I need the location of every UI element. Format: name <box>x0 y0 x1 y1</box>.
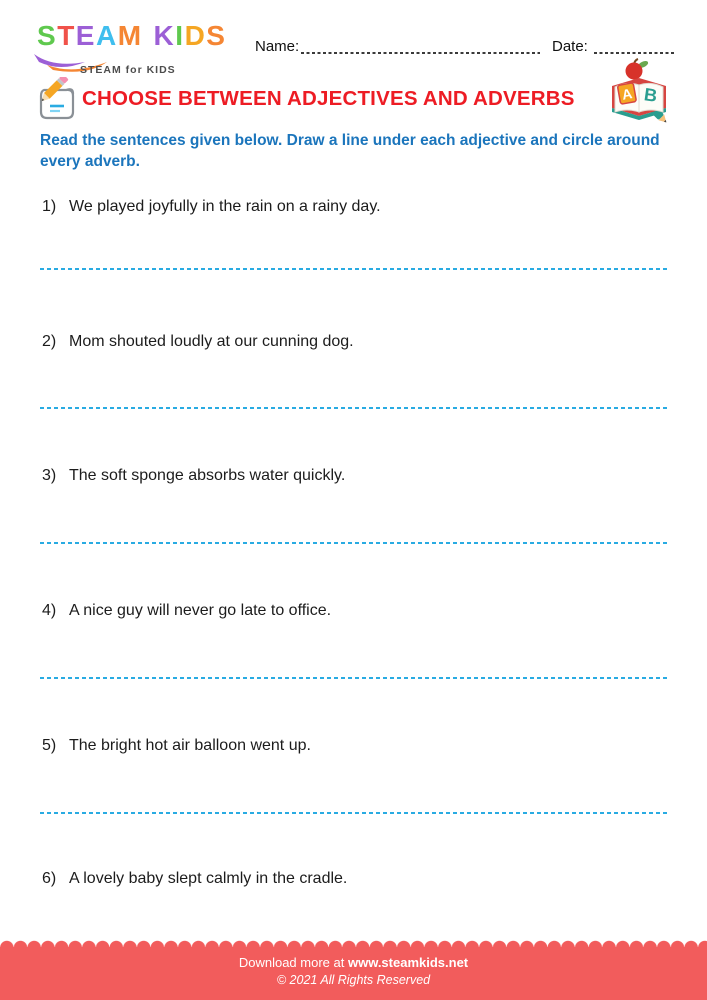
logo-letter: M <box>117 20 143 51</box>
answer-line[interactable] <box>40 542 667 544</box>
sentence-item <box>42 198 672 216</box>
sentence-number: 1) <box>42 198 57 215</box>
sentence-text: Mom shouted loudly at our cunning dog. <box>69 333 354 350</box>
steam-kids-logo <box>37 22 226 50</box>
answer-line[interactable] <box>40 407 667 409</box>
sentence-number: 3) <box>42 467 57 484</box>
svg-text:A: A <box>620 85 634 103</box>
date-label: Date: <box>552 38 588 55</box>
logo-letter: I <box>175 20 185 51</box>
sentence-number: 4) <box>42 602 57 619</box>
sentence-text: A nice guy will never go late to office. <box>69 602 332 619</box>
sentence-number: 5) <box>42 737 57 754</box>
svg-text:B: B <box>642 84 659 106</box>
logo-letter: T <box>57 20 76 51</box>
logo-letter: E <box>75 20 96 51</box>
sentence-item <box>42 602 672 620</box>
ab-book-with-apple-icon <box>606 58 672 124</box>
sentence-number: 2) <box>42 333 57 350</box>
sentence-text: We played joyfully in the rain on a rainy day. <box>69 198 381 215</box>
logo-letter: S <box>37 20 58 51</box>
footer-scallop-border <box>0 934 707 947</box>
sentence-text: The bright hot air balloon went up. <box>69 737 311 754</box>
logo-letter: K <box>153 20 176 51</box>
footer-site-link[interactable]: www.steamkids.net <box>347 955 469 970</box>
logo-letter: D <box>184 20 207 51</box>
logo-subtitle: STEAM for KIDS <box>80 64 176 76</box>
footer-copyright: © 2021 All Rights Reserved <box>276 973 431 987</box>
sentence-item <box>42 870 672 888</box>
sentence-item <box>42 737 672 755</box>
logo-letter: S <box>206 20 227 51</box>
footer-download-prefix: Download more at <box>238 955 345 970</box>
answer-line[interactable] <box>40 268 667 270</box>
answer-line[interactable] <box>40 812 667 814</box>
sentence-item <box>42 333 672 351</box>
answer-line[interactable] <box>40 677 667 679</box>
sentence-text: A lovely baby slept calmly in the cradle. <box>69 870 348 887</box>
footer-download-text <box>0 947 707 970</box>
name-label: Name: <box>255 38 300 55</box>
logo-letter: A <box>95 20 118 51</box>
sentence-text: The soft sponge absorbs water quickly. <box>69 467 346 484</box>
instruction-text: Read the sentences given below. Draw a line under each adjective and circle around every adverb. <box>40 132 660 170</box>
footer <box>0 947 707 1000</box>
date-input-line[interactable] <box>594 52 676 54</box>
pencil-writing-on-paper-icon <box>33 77 79 123</box>
page-title: CHOOSE BETWEEN ADJECTIVES AND ADVERBS <box>82 87 575 110</box>
name-input-line[interactable] <box>301 52 540 54</box>
sentence-number: 6) <box>42 870 57 887</box>
sentence-item <box>42 467 672 485</box>
